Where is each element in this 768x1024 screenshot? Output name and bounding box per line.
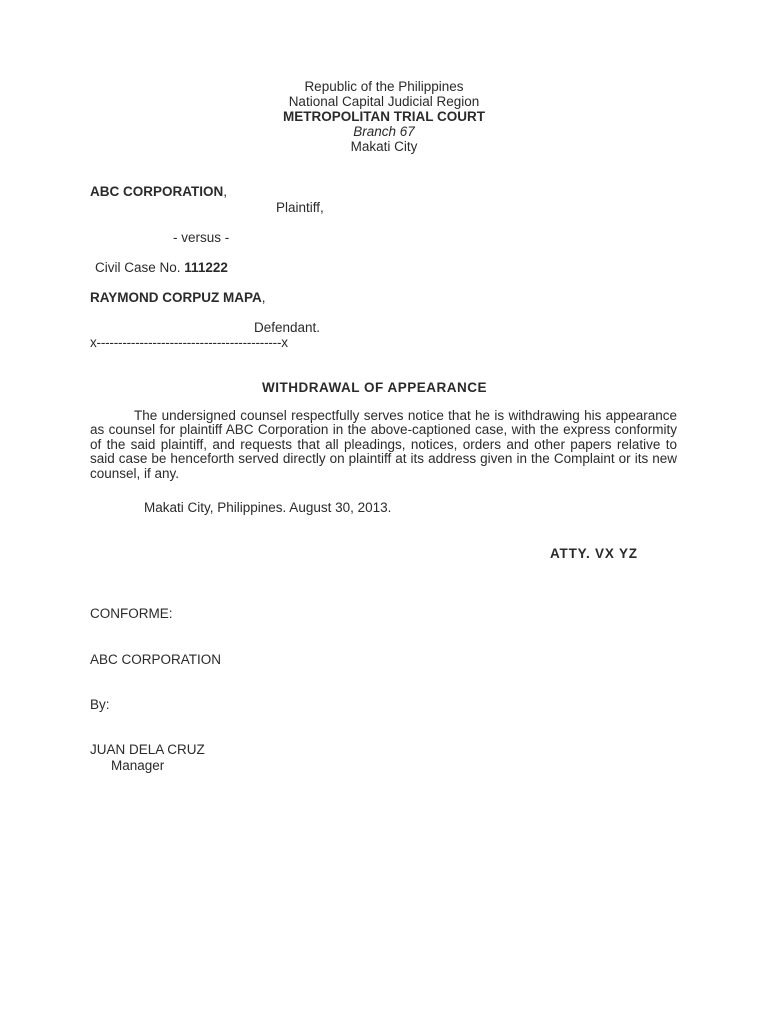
header-region: National Capital Judicial Region (288, 94, 480, 109)
conforme-position: Manager (111, 758, 165, 773)
plaintiff-comma: , (223, 184, 228, 199)
case-number-line (95, 260, 228, 275)
header-court: METROPOLITAN TRIAL COURT (283, 109, 485, 124)
court-header (184, 79, 584, 154)
header-city: Makati City (350, 139, 418, 154)
date-line: Makati City, Philippines. August 30, 2013. (144, 500, 392, 515)
conforme-company: ABC CORPORATION (90, 652, 222, 667)
plaintiff-name: ABC CORPORATION (90, 184, 224, 199)
case-prefix: Civil Case No. (95, 260, 181, 275)
conforme-label: CONFORME: (90, 606, 173, 621)
plaintiff-label: Plaintiff, (276, 200, 324, 215)
document-title: WITHDRAWAL OF APPEARANCE (262, 380, 488, 395)
defendant-comma: , (261, 290, 266, 305)
plaintiff-line (90, 184, 227, 199)
case-number: 111222 (184, 260, 228, 275)
versus-text: - versus - (173, 230, 230, 245)
body-text: The undersigned counsel respectfully serves notice that he is withdrawing his appearance as counsel for plaintiff ABC Corporation in the above-captioned case, with the express conformity of the said plaintiff, and requests that all pleadings, notices, orders and other papers relative to said case be henceforth served directly on plaintiff at its address given in the Complaint or its new counsel, if any. (90, 408, 677, 481)
body-paragraph (90, 409, 677, 481)
conforme-by: By: (90, 697, 110, 712)
signatory-name: ATTY. VX YZ (550, 546, 638, 561)
caption-separator: x-------------------------------------------x (90, 335, 288, 350)
header-republic: Republic of the Philippines (304, 79, 464, 94)
defendant-line (90, 290, 266, 305)
defendant-label: Defendant. (254, 320, 321, 335)
header-branch: Branch 67 (353, 124, 415, 139)
conforme-name: JUAN DELA CRUZ (90, 742, 205, 757)
defendant-name: RAYMOND CORPUZ MAPA (90, 290, 262, 305)
